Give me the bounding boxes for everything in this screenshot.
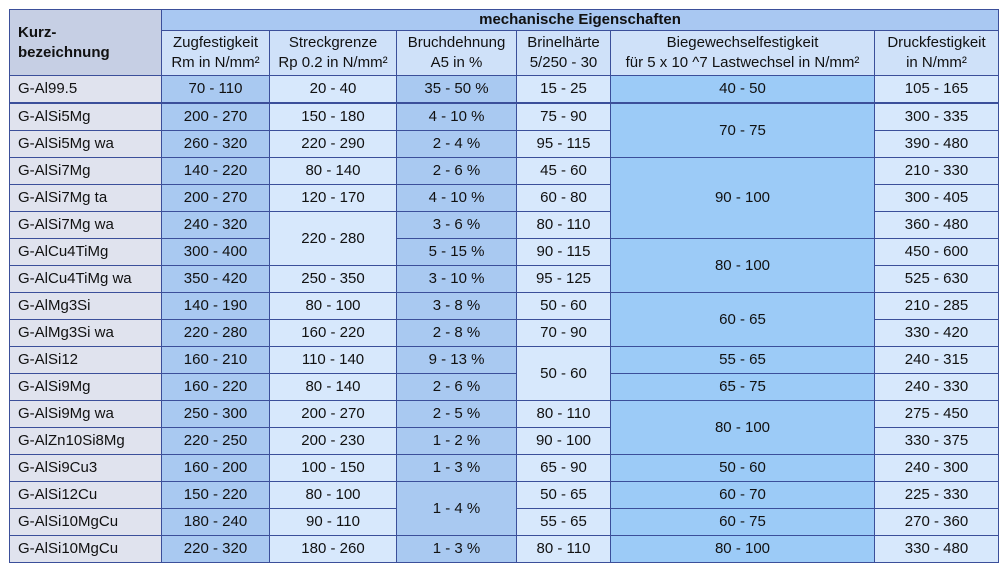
streckgrenze-cell: 150 - 180 <box>270 103 397 131</box>
biegewechselfestigkeit-cell: 90 - 100 <box>611 158 875 239</box>
zugfestigkeit-cell: 160 - 210 <box>162 347 270 374</box>
alloy-name: G-AlSi5Mg wa <box>10 131 162 158</box>
header-streckgrenze-unit: Rp 0.2 in N/mm² <box>278 54 388 71</box>
alloy-name: G-AlSi9Mg <box>10 374 162 401</box>
druckfestigkeit-cell: 330 - 480 <box>875 536 999 563</box>
table-row <box>10 103 999 131</box>
brinelhaerte-cell: 50 - 65 <box>517 482 611 509</box>
alloy-name: G-AlMg3Si <box>10 293 162 320</box>
zugfestigkeit-cell: 300 - 400 <box>162 239 270 266</box>
zugfestigkeit-cell: 200 - 270 <box>162 185 270 212</box>
streckgrenze-cell: 200 - 270 <box>270 401 397 428</box>
streckgrenze-cell: 80 - 140 <box>270 158 397 185</box>
table-row <box>10 374 999 401</box>
header-bruchdehnung-unit: A5 in % <box>430 54 483 71</box>
zugfestigkeit-cell: 140 - 190 <box>162 293 270 320</box>
streckgrenze-cell: 20 - 40 <box>270 76 397 104</box>
druckfestigkeit-cell: 270 - 360 <box>875 509 999 536</box>
bruchdehnung-cell: 3 - 10 % <box>397 266 517 293</box>
biegewechselfestigkeit-cell: 60 - 75 <box>611 509 875 536</box>
header-zugfestigkeit-title: Zugfestigkeit <box>172 34 259 51</box>
druckfestigkeit-cell: 330 - 420 <box>875 320 999 347</box>
bruchdehnung-cell: 4 - 10 % <box>397 185 517 212</box>
druckfestigkeit-cell: 330 - 375 <box>875 428 999 455</box>
brinelhaerte-cell: 50 - 60 <box>517 347 611 401</box>
druckfestigkeit-cell: 390 - 480 <box>875 131 999 158</box>
alloy-name: G-AlSi7Mg ta <box>10 185 162 212</box>
alloy-name: G-AlSi5Mg <box>10 103 162 131</box>
brinelhaerte-cell: 65 - 90 <box>517 455 611 482</box>
streckgrenze-cell: 80 - 100 <box>270 482 397 509</box>
streckgrenze-cell: 250 - 350 <box>270 266 397 293</box>
bruchdehnung-cell: 35 - 50 % <box>397 76 517 104</box>
brinelhaerte-cell: 60 - 80 <box>517 185 611 212</box>
biegewechselfestigkeit-cell: 65 - 75 <box>611 374 875 401</box>
brinelhaerte-cell: 75 - 90 <box>517 103 611 131</box>
bruchdehnung-cell: 9 - 13 % <box>397 347 517 374</box>
brinelhaerte-cell: 80 - 110 <box>517 536 611 563</box>
alloy-name: G-AlSi12Cu <box>10 482 162 509</box>
streckgrenze-cell: 220 - 290 <box>270 131 397 158</box>
table-row <box>10 347 999 374</box>
biegewechselfestigkeit-cell: 80 - 100 <box>611 401 875 455</box>
zugfestigkeit-cell: 160 - 200 <box>162 455 270 482</box>
alloy-name: G-AlCu4TiMg <box>10 239 162 266</box>
streckgrenze-cell: 200 - 230 <box>270 428 397 455</box>
streckgrenze-cell: 80 - 140 <box>270 374 397 401</box>
alloy-name: G-AlSi10MgCu <box>10 536 162 563</box>
brinelhaerte-cell: 90 - 100 <box>517 428 611 455</box>
zugfestigkeit-cell: 180 - 240 <box>162 509 270 536</box>
zugfestigkeit-cell: 260 - 320 <box>162 131 270 158</box>
header-bruchdehnung <box>397 31 517 76</box>
header-brinelhaerte-title: Brinelhärte <box>527 34 600 51</box>
alloy-name: G-AlMg3Si wa <box>10 320 162 347</box>
alloy-name: G-AlSi12 <box>10 347 162 374</box>
biegewechselfestigkeit-cell: 60 - 70 <box>611 482 875 509</box>
header-kurz-line1: Kurz- <box>18 23 57 41</box>
zugfestigkeit-cell: 160 - 220 <box>162 374 270 401</box>
alloy-name: G-AlSi10MgCu <box>10 509 162 536</box>
zugfestigkeit-cell: 140 - 220 <box>162 158 270 185</box>
streckgrenze-cell: 180 - 260 <box>270 536 397 563</box>
brinelhaerte-cell: 95 - 115 <box>517 131 611 158</box>
bruchdehnung-cell: 3 - 8 % <box>397 293 517 320</box>
table-wrapper <box>9 9 999 563</box>
bruchdehnung-cell: 2 - 4 % <box>397 131 517 158</box>
alloy-name: G-AlZn10Si8Mg <box>10 428 162 455</box>
zugfestigkeit-cell: 220 - 280 <box>162 320 270 347</box>
druckfestigkeit-cell: 210 - 285 <box>875 293 999 320</box>
biegewechselfestigkeit-cell: 80 - 100 <box>611 239 875 293</box>
biegewechselfestigkeit-cell: 50 - 60 <box>611 455 875 482</box>
table-row <box>10 239 999 266</box>
bruchdehnung-cell: 1 - 4 % <box>397 482 517 536</box>
biegewechselfestigkeit-cell: 55 - 65 <box>611 347 875 374</box>
zugfestigkeit-cell: 70 - 110 <box>162 76 270 104</box>
alloy-name: G-Al99.5 <box>10 76 162 104</box>
druckfestigkeit-cell: 450 - 600 <box>875 239 999 266</box>
streckgrenze-cell: 220 - 280 <box>270 212 397 266</box>
alloy-name: G-AlSi9Mg wa <box>10 401 162 428</box>
bruchdehnung-cell: 2 - 8 % <box>397 320 517 347</box>
brinelhaerte-cell: 15 - 25 <box>517 76 611 104</box>
zugfestigkeit-cell: 250 - 300 <box>162 401 270 428</box>
biegewechselfestigkeit-cell: 60 - 65 <box>611 293 875 347</box>
header-zugfestigkeit-unit: Rm in N/mm² <box>171 54 260 71</box>
druckfestigkeit-cell: 240 - 300 <box>875 455 999 482</box>
header-bruchdehnung-title: Bruchdehnung <box>407 34 506 51</box>
header-druckfestigkeit <box>875 31 999 76</box>
alloy-name: G-AlCu4TiMg wa <box>10 266 162 293</box>
streckgrenze-cell: 100 - 150 <box>270 455 397 482</box>
druckfestigkeit-cell: 210 - 330 <box>875 158 999 185</box>
druckfestigkeit-cell: 525 - 630 <box>875 266 999 293</box>
bruchdehnung-cell: 4 - 10 % <box>397 103 517 131</box>
bruchdehnung-cell: 3 - 6 % <box>397 212 517 239</box>
druckfestigkeit-cell: 240 - 330 <box>875 374 999 401</box>
druckfestigkeit-cell: 300 - 405 <box>875 185 999 212</box>
brinelhaerte-cell: 95 - 125 <box>517 266 611 293</box>
header-zugfestigkeit <box>162 31 270 76</box>
alloy-name: G-AlSi7Mg wa <box>10 212 162 239</box>
druckfestigkeit-cell: 225 - 330 <box>875 482 999 509</box>
zugfestigkeit-cell: 240 - 320 <box>162 212 270 239</box>
streckgrenze-cell: 160 - 220 <box>270 320 397 347</box>
header-kurzbezeichnung <box>10 10 162 76</box>
brinelhaerte-cell: 90 - 115 <box>517 239 611 266</box>
bruchdehnung-cell: 2 - 5 % <box>397 401 517 428</box>
bruchdehnung-cell: 5 - 15 % <box>397 239 517 266</box>
druckfestigkeit-cell: 360 - 480 <box>875 212 999 239</box>
bruchdehnung-cell: 1 - 3 % <box>397 455 517 482</box>
streckgrenze-cell: 80 - 100 <box>270 293 397 320</box>
alloy-name: G-AlSi9Cu3 <box>10 455 162 482</box>
zugfestigkeit-cell: 350 - 420 <box>162 266 270 293</box>
streckgrenze-cell: 110 - 140 <box>270 347 397 374</box>
alloy-name: G-AlSi7Mg <box>10 158 162 185</box>
table-row <box>10 76 999 104</box>
brinelhaerte-cell: 80 - 110 <box>517 212 611 239</box>
streckgrenze-cell: 120 - 170 <box>270 185 397 212</box>
brinelhaerte-cell: 70 - 90 <box>517 320 611 347</box>
biegewechselfestigkeit-cell: 80 - 100 <box>611 536 875 563</box>
zugfestigkeit-cell: 200 - 270 <box>162 103 270 131</box>
header-streckgrenze <box>270 31 397 76</box>
header-streckgrenze-title: Streckgrenze <box>288 34 378 51</box>
table-row <box>10 158 999 185</box>
brinelhaerte-cell: 50 - 60 <box>517 293 611 320</box>
header-druckfestigkeit-title: Druckfestigkeit <box>887 34 986 51</box>
streckgrenze-cell: 90 - 110 <box>270 509 397 536</box>
header-brinelhaerte-unit: 5/250 - 30 <box>529 54 598 71</box>
header-mechanische-eigenschaften: mechanische Eigenschaften <box>162 10 999 31</box>
bruchdehnung-cell: 1 - 3 % <box>397 536 517 563</box>
druckfestigkeit-cell: 105 - 165 <box>875 76 999 104</box>
druckfestigkeit-cell: 275 - 450 <box>875 401 999 428</box>
table-row <box>10 482 999 509</box>
alloy-properties-table <box>9 9 999 563</box>
bruchdehnung-cell: 2 - 6 % <box>397 158 517 185</box>
table-row <box>10 536 999 563</box>
header-brinelhaerte <box>517 31 611 76</box>
header-biegewechselfestigkeit <box>611 31 875 76</box>
bruchdehnung-cell: 2 - 6 % <box>397 374 517 401</box>
table-row <box>10 293 999 320</box>
table-row <box>10 401 999 428</box>
header-biegewechselfestigkeit-unit: für 5 x 10 ^7 Lastwechsel in N/mm² <box>625 54 860 71</box>
zugfestigkeit-cell: 220 - 320 <box>162 536 270 563</box>
bruchdehnung-cell: 1 - 2 % <box>397 428 517 455</box>
brinelhaerte-cell: 80 - 110 <box>517 401 611 428</box>
table-row <box>10 455 999 482</box>
brinelhaerte-cell: 45 - 60 <box>517 158 611 185</box>
druckfestigkeit-cell: 240 - 315 <box>875 347 999 374</box>
zugfestigkeit-cell: 220 - 250 <box>162 428 270 455</box>
header-druckfestigkeit-unit: in N/mm² <box>906 54 967 71</box>
zugfestigkeit-cell: 150 - 220 <box>162 482 270 509</box>
header-biegewechselfestigkeit-title: Biegewechselfestigkeit <box>666 34 819 51</box>
brinelhaerte-cell: 55 - 65 <box>517 509 611 536</box>
biegewechselfestigkeit-cell: 40 - 50 <box>611 76 875 104</box>
druckfestigkeit-cell: 300 - 335 <box>875 103 999 131</box>
biegewechselfestigkeit-cell: 70 - 75 <box>611 103 875 158</box>
header-kurz-line2: bezeichnung <box>18 43 110 61</box>
